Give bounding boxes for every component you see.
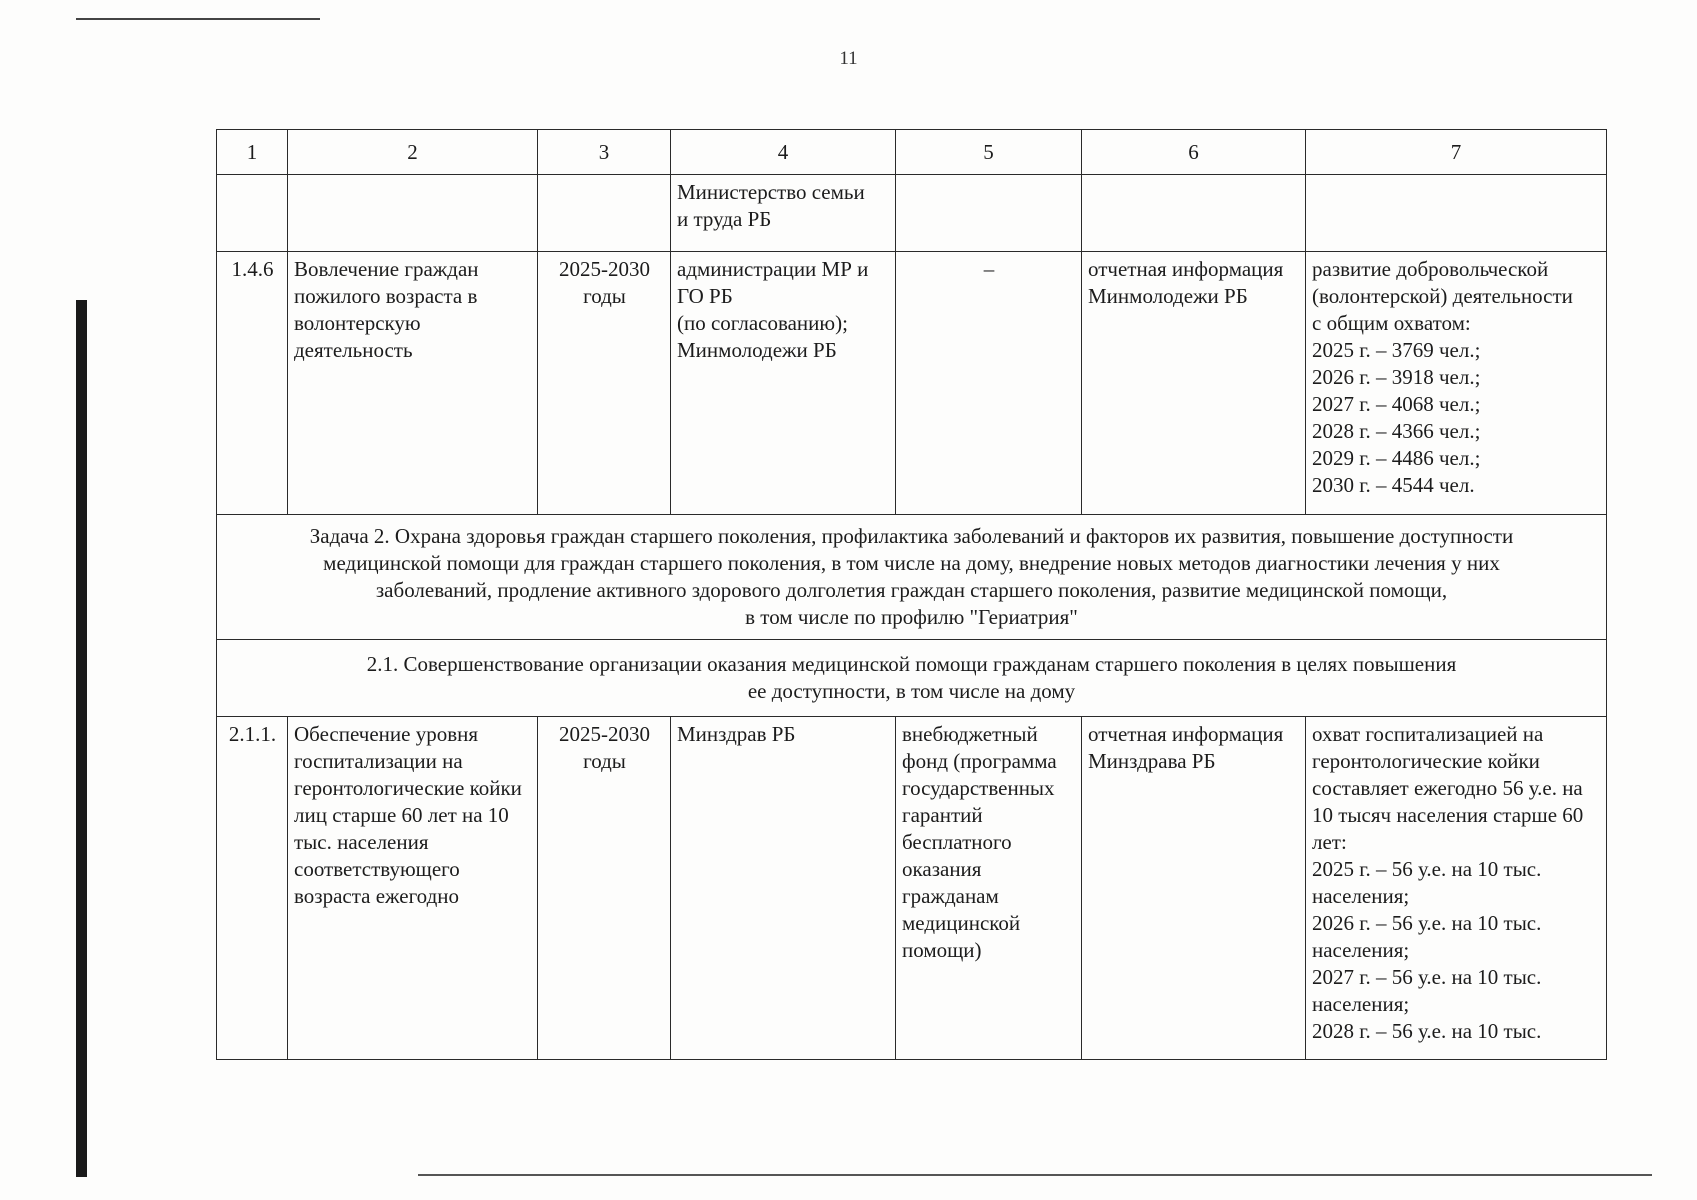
cell-result xyxy=(1306,175,1607,252)
cell-measure xyxy=(288,175,538,252)
cell-period: 2025-2030 годы xyxy=(538,717,671,1060)
task-2-row xyxy=(217,515,1607,640)
header-cell: 1 xyxy=(217,130,288,175)
cell-period: 2025-2030 годы xyxy=(538,252,671,515)
header-cell: 3 xyxy=(538,130,671,175)
continuation-row xyxy=(217,175,1607,252)
cell-measure: Вовлечение граждан пожилого возраста в волонтерскую деятельность xyxy=(288,252,538,515)
scan-edge-bar-left xyxy=(76,300,87,1177)
scan-edge-line-top xyxy=(76,18,320,20)
cell-measure: Обеспечение уровня госпитализации на геронтологические койки лиц старше 60 лет на 10 тыс. населения соответствующего возраста ежегодно xyxy=(288,717,538,1060)
cell-executor: Минздрав РБ xyxy=(671,717,896,1060)
cell-result: развитие добровольческой (волонтерской) деятельности с общим охватом: 2025 г. – 3769 чел.; 2026 г. – 3918 чел.; 2027 г. – 4068 чел.; 2028 г. – 4366 чел.; 2029 г. – 4486 чел.; 2030 г. – 4544 чел. xyxy=(1306,252,1607,515)
cell-executor: администрации МР и ГО РБ (по согласованию); Минмолодежи РБ xyxy=(671,252,896,515)
cell-funding: – xyxy=(896,252,1082,515)
header-cell: 2 xyxy=(288,130,538,175)
header-row xyxy=(217,130,1607,175)
header-cell: 7 xyxy=(1306,130,1607,175)
header-cell: 6 xyxy=(1082,130,1306,175)
cell-number: 1.4.6 xyxy=(217,252,288,515)
subtask-2-1-heading: 2.1. Совершенствование организации оказания медицинской помощи гражданам старшего поколения в целях повышения ее доступности, в том числе на дому xyxy=(217,640,1607,717)
cell-number xyxy=(217,175,288,252)
table-row-2-1-1 xyxy=(217,717,1607,1060)
task-2-heading: Задача 2. Охрана здоровья граждан старшего поколения, профилактика заболеваний и факторов их развития, повышение доступности медицинской помощи для граждан старшего поколения, в том числе на дому, внедрение новых методов диагностики лечения у них заболеваний, продление активного здорового долголетия граждан старшего поколения, развитие медицинской помощи, в том числе по профилю "Гериатрия" xyxy=(217,515,1607,640)
cell-control: отчетная информация Минмолодежи РБ xyxy=(1082,252,1306,515)
cell-executor: Министерство семьи и труда РБ xyxy=(671,175,896,252)
header-cell: 5 xyxy=(896,130,1082,175)
cell-funding xyxy=(896,175,1082,252)
page-number: 11 xyxy=(839,48,858,69)
subtask-2-1-row xyxy=(217,640,1607,717)
cell-control xyxy=(1082,175,1306,252)
cell-number: 2.1.1. xyxy=(217,717,288,1060)
cell-control: отчетная информация Минздрава РБ xyxy=(1082,717,1306,1060)
cell-result: охват госпитализацией на геронтологические койки составляет ежегодно 56 у.е. на 10 тысяч населения старше 60 лет: 2025 г. – 56 у.е. на 10 тыс. населения; 2026 г. – 56 у.е. на 10 тыс. населения; 2027 г. – 56 у.е. на 10 тыс. населения; 2028 г. – 56 у.е. на 10 тыс. xyxy=(1306,717,1607,1060)
scan-edge-line-bottom xyxy=(418,1174,1652,1176)
cell-period xyxy=(538,175,671,252)
measures-table xyxy=(216,129,1607,1060)
table-row-1-4-6 xyxy=(217,252,1607,515)
cell-funding: внебюджетный фонд (программа государственных гарантий бесплатного оказания гражданам медицинской помощи) xyxy=(896,717,1082,1060)
header-cell: 4 xyxy=(671,130,896,175)
